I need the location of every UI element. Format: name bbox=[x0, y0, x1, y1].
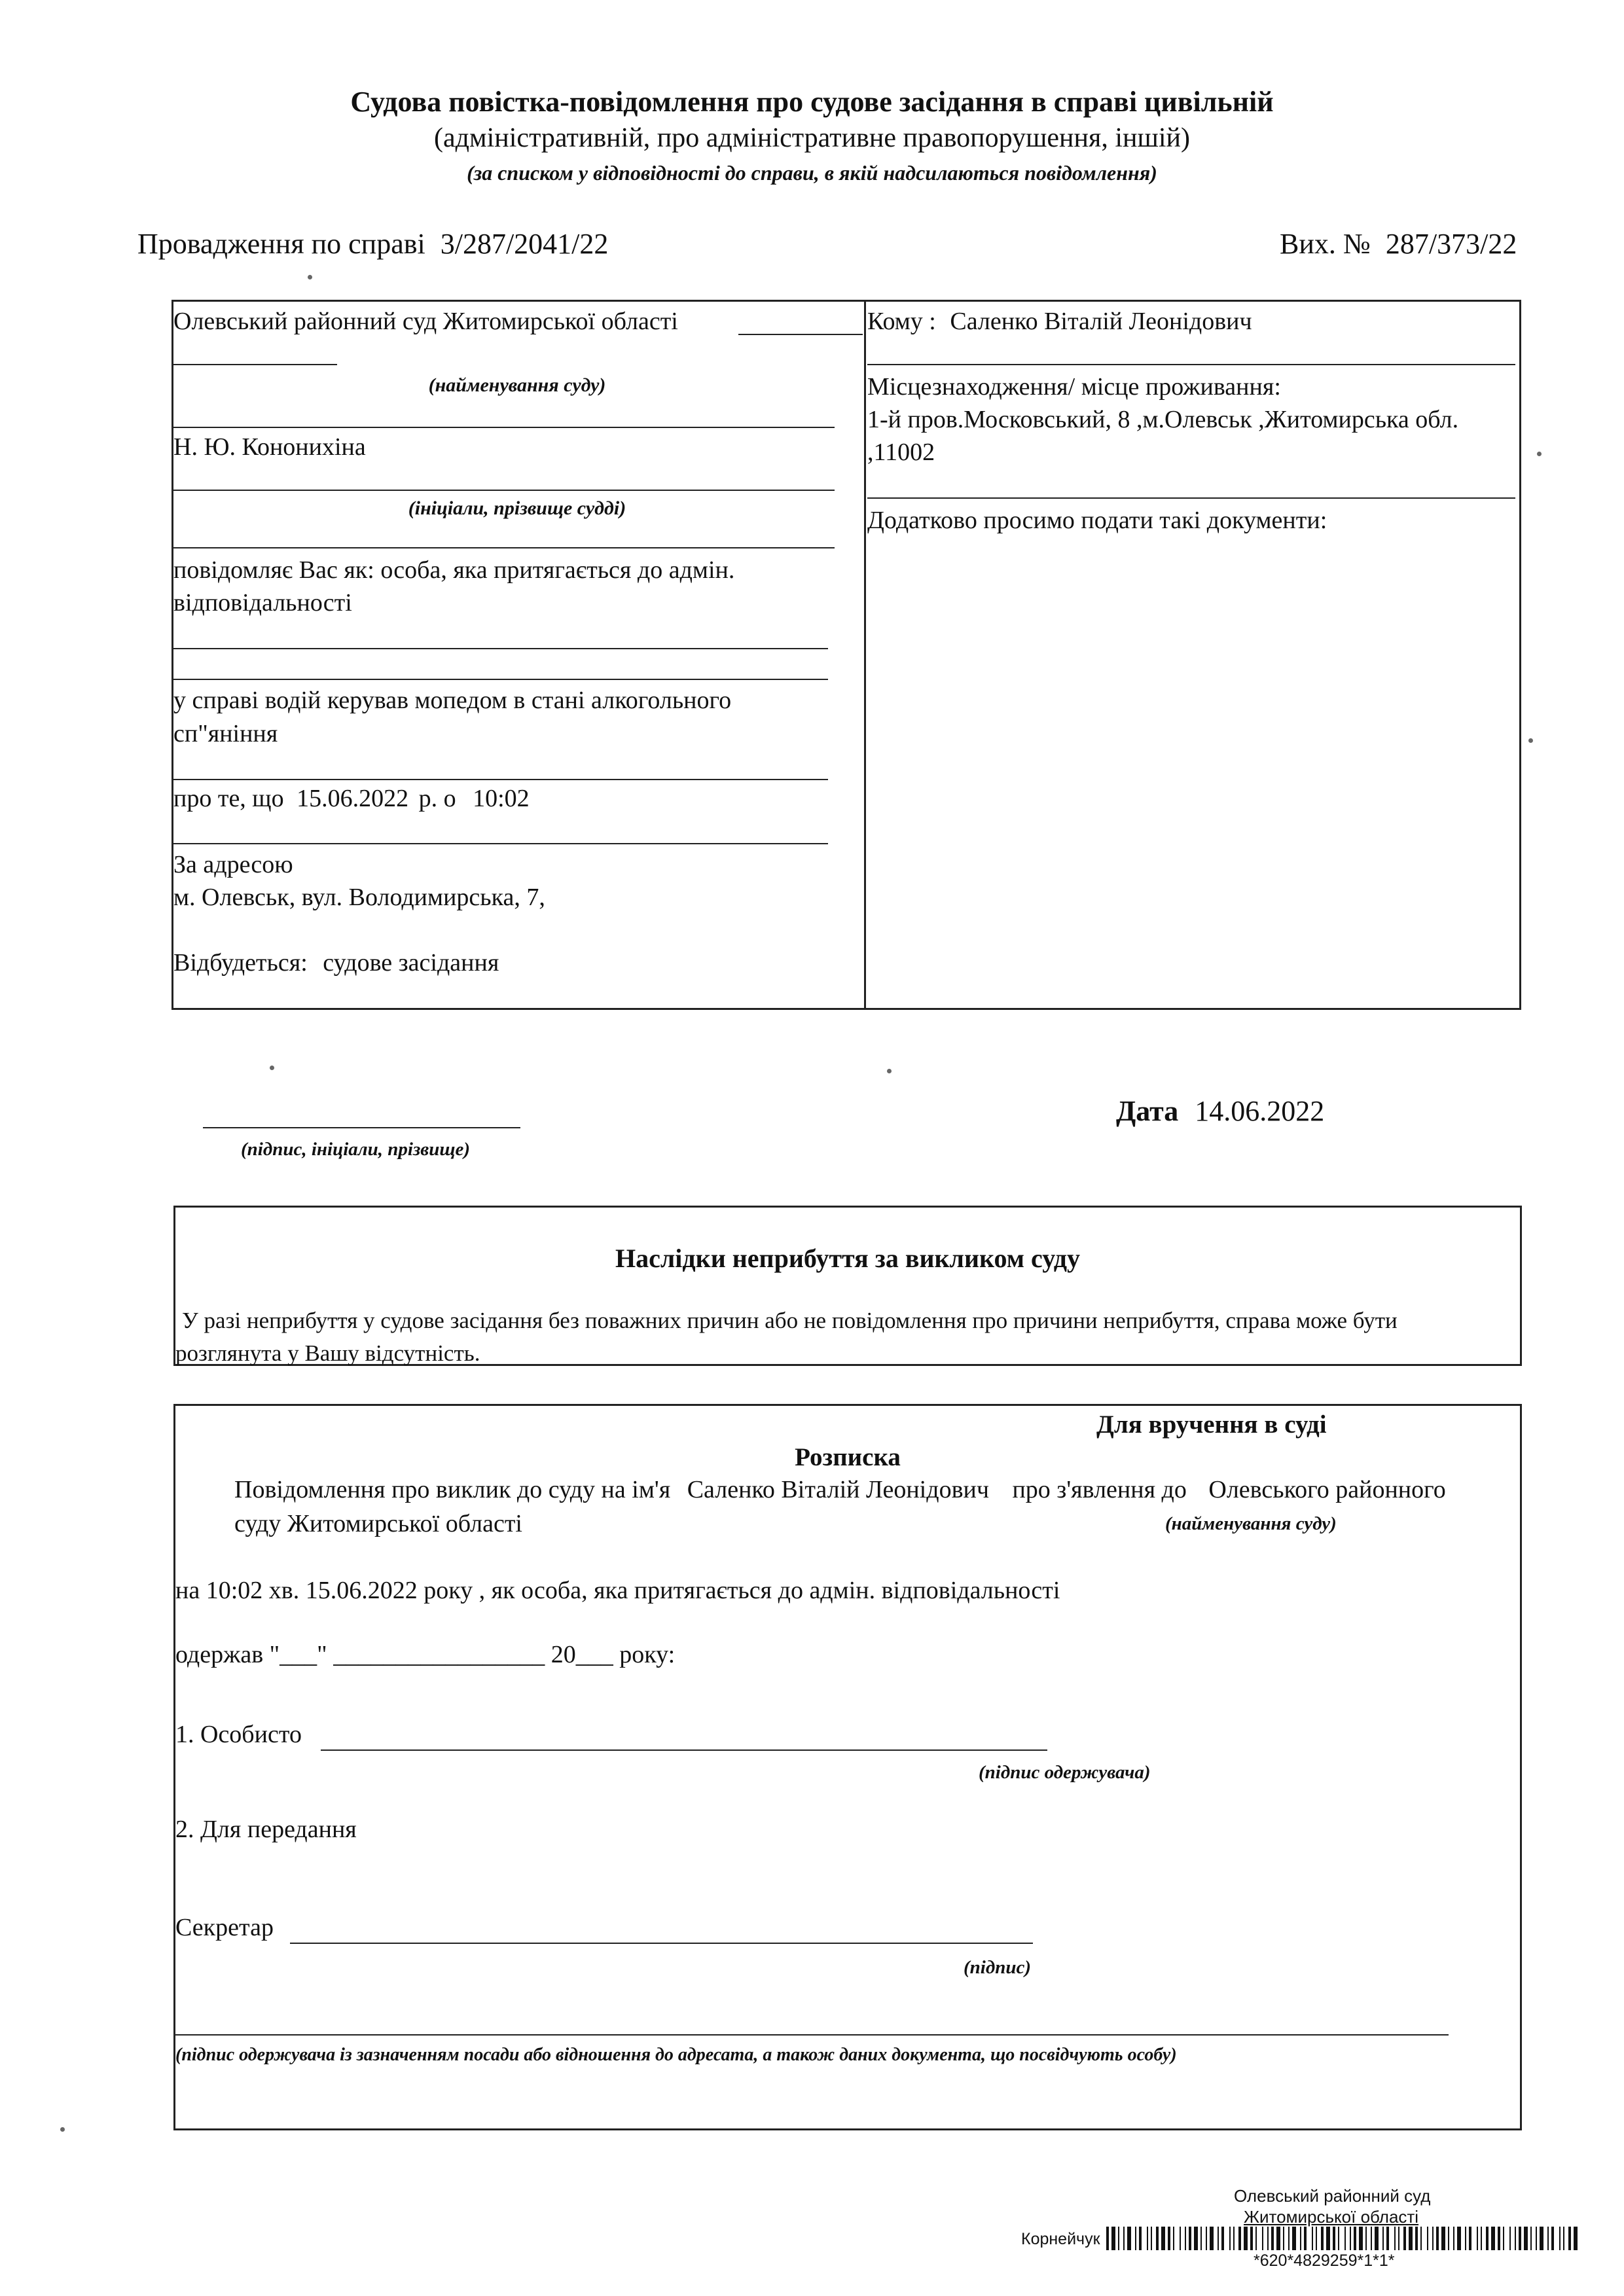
receipt-time-line: на 10:02 хв. 15.06.2022 року , як особа, яка притягається до адмін. відповідальності bbox=[175, 1577, 1060, 1604]
issue-date-line bbox=[1116, 1093, 1324, 1129]
stamp-court-line-1: Олевський районний суд bbox=[1234, 2186, 1431, 2206]
notify-line-1: повідомляє Вас як: особа, яка притягається до адмін. bbox=[173, 556, 735, 584]
hearing-time: 10:02 bbox=[473, 785, 530, 812]
document-note: (за списком у відповідності до справи, в якій надсилаються повідомлення) bbox=[467, 161, 1157, 185]
recipient-name: Саленко Віталій Леонідович bbox=[950, 308, 1252, 335]
hearing-date: 15.06.2022 bbox=[297, 785, 409, 812]
judge-caption: (ініціали, прізвище судді) bbox=[408, 497, 626, 519]
receipt-court-caption: (найменування суду) bbox=[1165, 1513, 1337, 1534]
judge-name: Н. Ю. Кононихіна bbox=[173, 433, 366, 461]
case-line-2: сп"яніння bbox=[173, 720, 278, 747]
personally-signature-line bbox=[321, 1749, 1047, 1751]
recipient-line bbox=[867, 306, 1252, 338]
court-name: Олевський районний суд Житомирської області bbox=[173, 308, 678, 335]
receipt-mid: про з'явлення до bbox=[1012, 1476, 1187, 1503]
clerk-name: Корнейчук bbox=[1021, 2230, 1100, 2248]
outgoing-number: 287/373/22 bbox=[1385, 228, 1517, 260]
barcode-text: *620*4829259*1*1* bbox=[1254, 2251, 1395, 2270]
column-divider bbox=[864, 300, 866, 1010]
location-line-1: 1-й пров.Московський, 8 ,м.Олевськ ,Житомирська обл. bbox=[867, 406, 1459, 433]
scan-speck bbox=[887, 1069, 892, 1073]
hearing-address: м. Олевськ, вул. Володимирська, 7, bbox=[173, 884, 545, 911]
scan-speck bbox=[1528, 738, 1533, 743]
signature-line bbox=[203, 1127, 520, 1128]
event-type: судове засідання bbox=[323, 949, 499, 977]
signature-caption: (підпис, ініціали, прізвище) bbox=[241, 1139, 471, 1160]
scan-speck bbox=[1537, 452, 1542, 456]
event-line bbox=[173, 948, 499, 979]
footer-signature-line bbox=[175, 2034, 1449, 2036]
location-line-2: ,11002 bbox=[867, 439, 935, 466]
hearing-datetime-line bbox=[173, 783, 530, 815]
proceeding-line bbox=[137, 226, 608, 262]
received-date-line: одержав "___" _________________ 20___ року: bbox=[175, 1641, 676, 1668]
for-court-label: Для вручення в суді bbox=[1096, 1410, 1327, 1439]
proceeding-number: 3/287/2041/22 bbox=[440, 228, 609, 260]
address-label: За адресою bbox=[173, 851, 293, 878]
notify-line-2: відповідальності bbox=[173, 589, 352, 617]
location-label: Місцезнаходження/ місце проживання: bbox=[867, 373, 1281, 401]
issue-date: 14.06.2022 bbox=[1195, 1095, 1325, 1127]
receipt-court-part-1: Олевського районного bbox=[1208, 1476, 1446, 1503]
scan-speck bbox=[308, 275, 312, 279]
outgoing-label: Вих. № bbox=[1280, 228, 1371, 260]
outgoing-line bbox=[1280, 226, 1517, 262]
consequences-title: Наслідки неприбуття за викликом суду bbox=[615, 1244, 1080, 1273]
date-label: Дата bbox=[1116, 1095, 1179, 1127]
transfer-label: 2. Для передання bbox=[175, 1816, 357, 1843]
receipt-recipient: Саленко Віталій Леонідович bbox=[687, 1476, 989, 1503]
secretary-label: Секретар bbox=[175, 1914, 274, 1941]
receipt-line-1 bbox=[234, 1475, 1446, 1506]
receipt-title: Розписка bbox=[795, 1443, 901, 1471]
proceeding-label: Провадження по справі bbox=[137, 228, 425, 260]
documents-label: Додатково просимо подати такі документи: bbox=[867, 507, 1327, 534]
scan-speck bbox=[270, 1066, 274, 1070]
consequences-line-2: розглянута у Вашу відсутність. bbox=[175, 1340, 480, 1366]
footer-caption: (підпис одержувача із зазначенням посади або відношення до адресата, а також даних документа, що посвідчують особу) bbox=[175, 2045, 1177, 2065]
event-label: Відбудеться: bbox=[173, 949, 308, 977]
consequences-line-1: У разі неприбуття у судове засідання без поважних причин або не повідомлення про причини неприбуття, справа може бути bbox=[182, 1308, 1398, 1333]
court-caption: (найменування суду) bbox=[428, 374, 606, 396]
barcode-image bbox=[1106, 2227, 1578, 2250]
year-suffix: р. о bbox=[418, 785, 456, 812]
stamp-court-line-2: Житомирської області bbox=[1244, 2207, 1419, 2227]
document-title: Судова повістка-повідомлення про судове засідання в справі цивільній bbox=[350, 86, 1274, 118]
secretary-caption: (підпис) bbox=[964, 1957, 1032, 1978]
case-line-1: у справі водій керував мопедом в стані алкогольного bbox=[173, 687, 732, 714]
to-label: Кому : bbox=[867, 308, 936, 335]
receipt-prefix: Повідомлення про виклик до суду на ім'я bbox=[234, 1476, 671, 1503]
document-subtitle: (адміністративній, про адміністративне правопорушення, іншій) bbox=[434, 123, 1190, 153]
personally-caption: (підпис одержувача) bbox=[979, 1762, 1151, 1783]
scan-speck bbox=[60, 2127, 65, 2132]
secretary-signature-line bbox=[290, 1943, 1033, 1944]
about-label: про те, що bbox=[173, 785, 284, 812]
receipt-court-part-2: суду Житомирської області bbox=[234, 1510, 522, 1537]
personally-label: 1. Особисто bbox=[175, 1721, 302, 1748]
